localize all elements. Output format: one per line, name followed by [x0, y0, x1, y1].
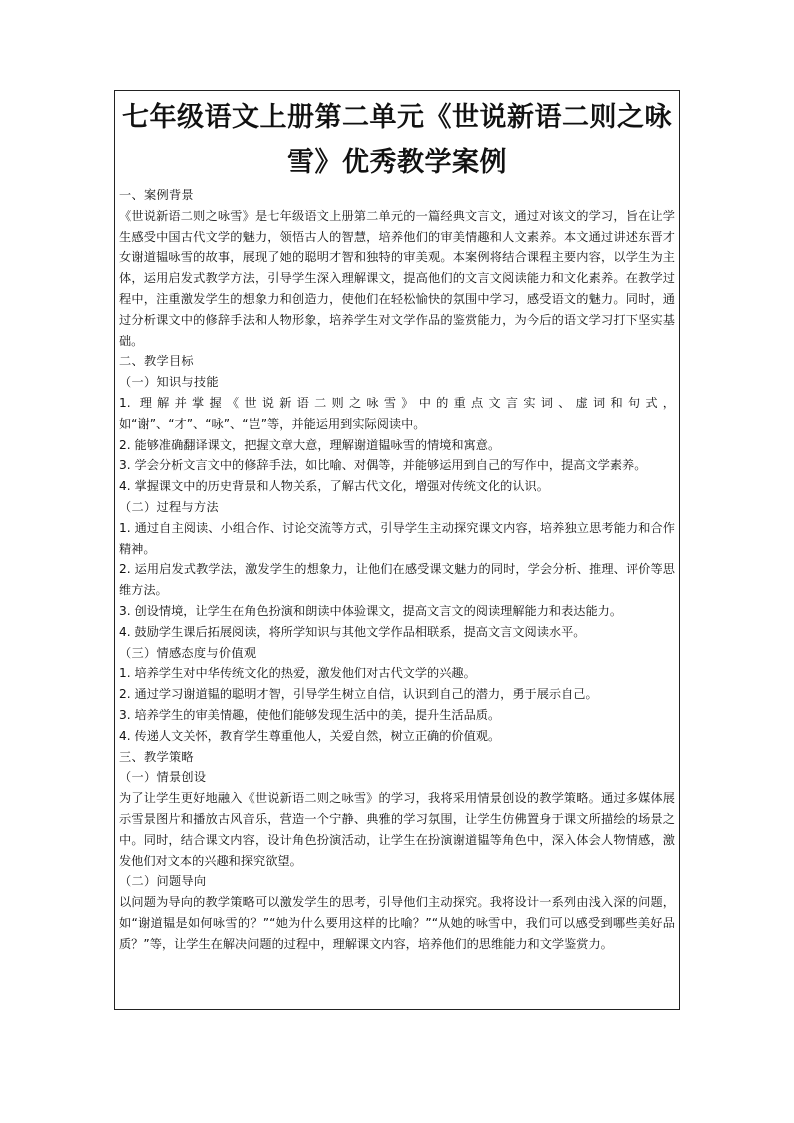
subsection-heading: （三）情感态度与价值观: [119, 645, 257, 660]
section-heading: 一、案例背景: [119, 188, 194, 202]
list-item: 3. 培养学生的审美情趣，使他们能够发现生活中的美，提升生活品质。: [119, 707, 501, 722]
document-body: [115, 185, 679, 954]
list-item: 2. 能够准确翻译课文，把握文章大意，理解谢道韫咏雪的情境和寓意。: [119, 437, 501, 452]
subsection-heading: （二）问题导向: [119, 874, 207, 889]
list-item: 2. 运用启发式教学法，激发学生的想象力，让他们在感受课文魅力的同时，学会分析、推理、评价等思维方法。: [119, 562, 675, 598]
list-item: 3. 创设情境，让学生在角色扮演和朗读中体验课文，提高文言文的阅读理解能力和表达能力。: [119, 603, 623, 618]
list-item: 2. 通过学习谢道韫的聪明才智，引导学生树立自信，认识到自己的潜力，勇于展示自己。: [119, 687, 598, 702]
document-title: 七年级语文上册第二单元《世说新语二则之咏雪》优秀教学案例: [122, 102, 672, 178]
list-item: 3. 学会分析文言文中的修辞手法，如比喻、对偶等，并能够运用到自己的写作中，提高文学素养。: [119, 458, 647, 473]
list-item: 1. 通过自主阅读、小组合作、讨论交流等方式，引导学生主动探究课文内容，培养独立思考能力和合作精神。: [119, 520, 675, 556]
subsection-heading: （二）过程与方法: [119, 499, 219, 514]
paragraph: 以问题为导向的教学策略可以激发学生的思考，引导他们主动探究。我将设计一系列由浅入深的问题，如“谢道韫是如何咏雪的？”“她为什么要用这样的比喻？”“从她的咏雪中，我们可以感受到哪些美好品质？”等，让学生在解决问题的过程中，理解课文内容，培养他们的思维能力和文学鉴赏力。: [119, 895, 675, 951]
paragraph: 为了让学生更好地融入《世说新语二则之咏雪》的学习，我将采用情景创设的教学策略。通过多媒体展示雪景图片和播放古风音乐，营造一个宁静、典雅的学习氛围，让学生仿佛置身于课文所描绘的场景之中。同时，结合课文内容，设计角色扮演活动，让学生在扮演谢道韫等角色中，深入体会人物情感，激发他们对文本的兴趣和探究欲望。: [119, 791, 675, 868]
document-frame: [114, 90, 680, 1010]
list-item: 4. 掌握课文中的历史背景和人物关系，了解古代文化，增强对传统文化的认识。: [119, 479, 549, 494]
list-item: 1. 理解并掌握《世说新语二则之咏雪》中的重点文言实词、虚词和句式，如“谢”、“才”、“咏”、“岂”等，并能运用到实际阅读中。: [119, 395, 675, 431]
list-item: 4. 鼓励学生课后拓展阅读，将所学知识与其他文学作品相联系，提高文言文阅读水平。: [119, 624, 586, 639]
subsection-heading: （一）知识与技能: [119, 375, 219, 390]
list-item: 1. 培养学生对中华传统文化的热爱，激发他们对古代文学的兴趣。: [119, 666, 476, 681]
section-heading: 三、教学策略: [119, 749, 194, 764]
paragraph: 《世说新语二则之咏雪》是七年级语文上册第二单元的一篇经典文言文，通过对该文的学习，旨在让学生感受中国古代文学的魅力，领悟古人的智慧，培养他们的审美情趣和人文素养。本文通过讲述东晋才女谢道韫咏雪的故事，展现了她的聪明才智和独特的审美观。本案例将结合课程主要内容，以学生为主体，运用启发式教学方法，引导学生深入理解课文，提高他们的文言文阅读能力和文化素养。在教学过程中，注重激发学生的想象力和创造力，使他们在轻松愉快的氛围中学习，感受语文的魅力。同时，通过分析课文中的修辞手法和人物形象，培养学生对文学作品的鉴赏能力，为今后的语文学习打下坚实基础。: [119, 208, 675, 348]
section-heading: 二、教学目标: [119, 354, 194, 369]
subsection-heading: （一）情景创设: [119, 770, 207, 785]
list-item: 4. 传递人文关怀，教育学生尊重他人，关爱自然，树立正确的价值观。: [119, 728, 501, 743]
